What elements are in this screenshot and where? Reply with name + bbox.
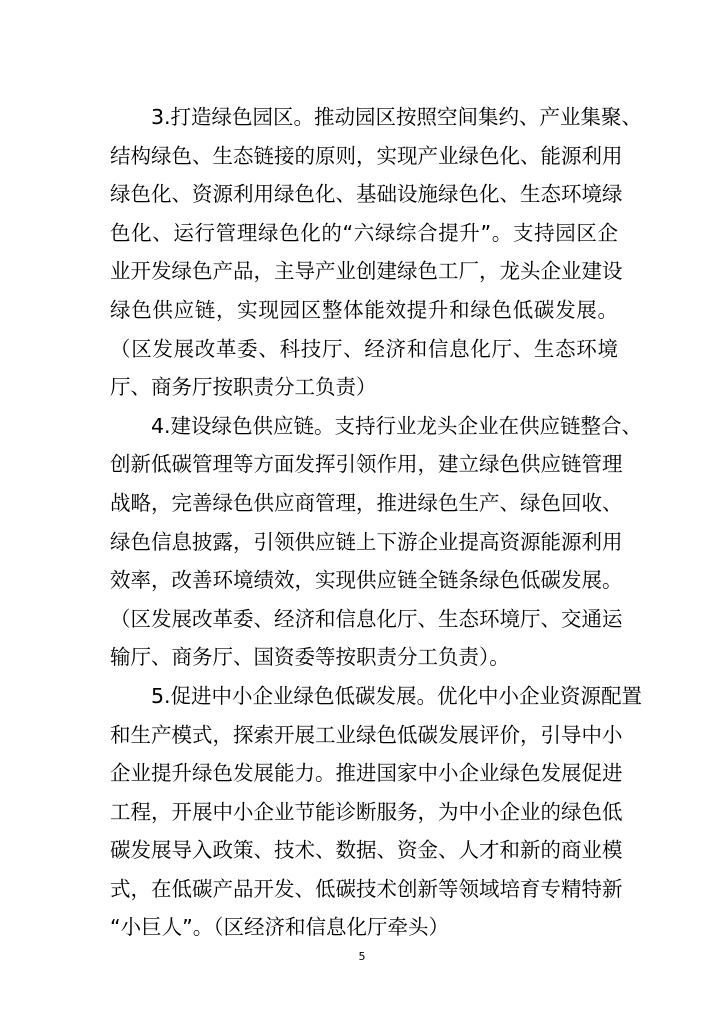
paragraph-5-line-7: “小巨人”。（区经济和信息化厅牵头） <box>110 915 449 940</box>
paragraph-4-line-4: 绿色信息披露，引领供应链上下游企业提高资源能源利用 <box>110 529 623 554</box>
paragraph-5-line-1: 5.促进中小企业绿色低碳发展。优化中小企业资源配置 <box>151 683 643 708</box>
paragraph-5-line-6: 式，在低碳产品开发、低碳技术创新等领域培育专精特新 <box>110 876 623 901</box>
paragraph-3-line-3: 绿色化、资源利用绿色化、基础设施绿色化、生态环境绿 <box>110 182 623 207</box>
paragraph-4-line-2: 创新低碳管理等方面发挥引领作用，建立绿色供应链管理 <box>110 452 623 477</box>
paragraph-3-line-2: 结构绿色、生态链接的原则，实现产业绿色化、能源利用 <box>110 143 623 168</box>
paragraph-5-line-5: 碳发展导入政策、技术、数据、资金、人才和新的商业模 <box>110 838 623 863</box>
paragraph-4-line-7: 输厅、商务厅、国资委等按职责分工负责）。 <box>110 645 510 670</box>
paragraph-4-line-1: 4.建设绿色供应链。支持行业龙头企业在供应链整合、 <box>151 413 643 438</box>
paragraph-3-line-6: 绿色供应链，实现园区整体能效提升和绿色低碳发展。 <box>110 297 618 322</box>
page-number: 5 <box>358 950 366 963</box>
paragraph-5-line-4: 工程，开展中小企业节能诊断服务，为中小企业的绿色低 <box>110 799 623 824</box>
paragraph-4-line-6: （区发展改革委、经济和信息化厅、生态环境厅、交通运 <box>110 606 623 631</box>
paragraph-3-line-7: （区发展改革委、科技厅、经济和信息化厅、生态环境 <box>110 336 618 361</box>
paragraph-5-line-2: 和生产模式，探索开展工业绿色低碳发展评价，引导中小 <box>110 722 623 747</box>
paragraph-3-line-5: 业开发绿色产品，主导产业创建绿色工厂，龙头企业建设 <box>110 259 623 284</box>
paragraph-5-line-3: 企业提升绿色发展能力。推进国家中小企业绿色发展促进 <box>110 761 623 786</box>
document-body <box>110 98 643 947</box>
paragraph-4-line-3: 战略，完善绿色供应商管理，推进绿色生产、绿色回收、 <box>110 490 623 515</box>
paragraph-3-line-4: 色化、运行管理绿色化的“六绿综合提升”。支持园区企 <box>110 220 618 245</box>
paragraph-3-line-1: 3.打造绿色园区。推动园区按照空间集约、产业集聚、 <box>151 105 643 129</box>
paragraph-3-line-8: 厅、商务厅按职责分工负责） <box>110 375 377 400</box>
paragraph-4-line-5: 效率，改善环境绩效，实现供应链全链条绿色低碳发展。 <box>110 568 623 593</box>
